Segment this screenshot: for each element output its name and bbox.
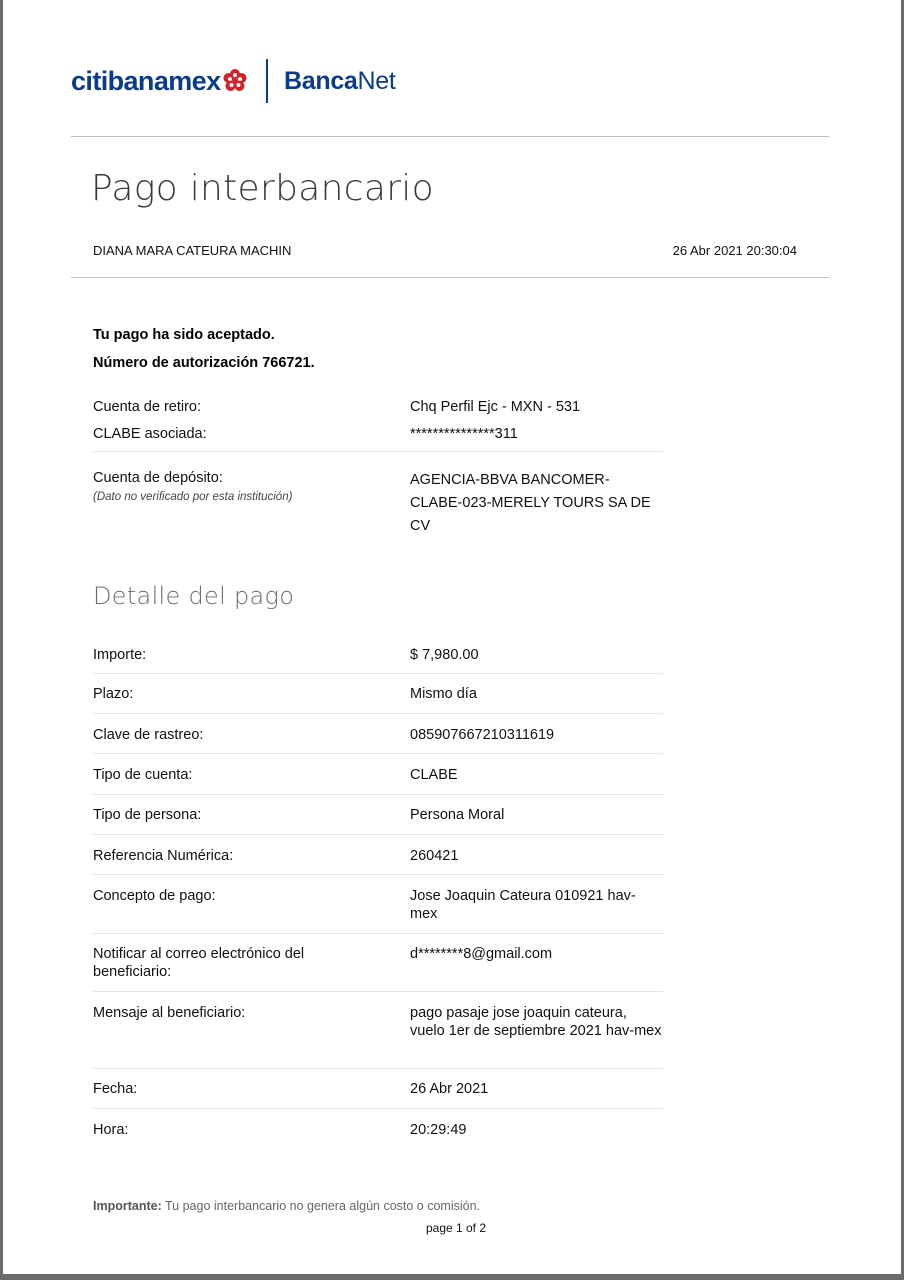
row-divider xyxy=(93,874,663,875)
brand-header xyxy=(71,58,396,104)
logo-citi-text: citi xyxy=(71,65,108,96)
row-divider xyxy=(93,451,663,452)
deposit-account-value: AGENCIA-BBVA BANCOMER-CLABE-023-MERELY TOURS SA DE CV xyxy=(410,472,651,534)
confirmation-accepted: Tu pago ha sido aceptado. xyxy=(93,327,275,343)
person-type-label: Tipo de persona: xyxy=(93,807,202,823)
time-value: 20:29:49 xyxy=(410,1122,467,1138)
deposit-account-label: Cuenta de depósito: xyxy=(93,470,223,486)
logo-banca-text: Banca xyxy=(283,66,358,95)
account-type-value: CLABE xyxy=(410,767,458,783)
numeric-reference-value: 260421 xyxy=(410,848,459,864)
row-divider xyxy=(93,673,663,674)
row-divider xyxy=(93,1108,663,1109)
row-divider xyxy=(93,933,663,934)
row-divider xyxy=(93,991,663,992)
title-divider xyxy=(71,277,829,278)
logo-banamex-text: banamex xyxy=(107,65,221,96)
term-label: Plazo: xyxy=(93,686,134,702)
beneficiary-message-value: pago pasaje jose joaquin cateura, vuelo 1er de septiembre 2021 hav-mex xyxy=(410,1005,662,1039)
row-divider xyxy=(93,794,663,795)
account-holder-name: DIANA MARA CATEURA MACHIN xyxy=(93,243,292,258)
banamex-flower-icon xyxy=(222,68,248,94)
withdrawal-account-value: Chq Perfil Ejc - MXN - 531 xyxy=(410,399,581,415)
authorization-number: Número de autorización 766721. xyxy=(93,355,315,371)
logo-net-text: Net xyxy=(357,66,396,95)
clabe-value: ***************311 xyxy=(410,426,518,442)
tracking-key-value: 085907667210311619 xyxy=(410,727,555,743)
logo-divider xyxy=(266,59,268,103)
page-title: Pago interbancario xyxy=(91,168,434,209)
important-text: Tu pago interbancario no genera algún costo o comisión. xyxy=(161,1199,481,1213)
date-value: 26 Abr 2021 xyxy=(410,1081,489,1097)
clabe-label: CLABE asociada: xyxy=(93,426,207,442)
account-type-label: Tipo de cuenta: xyxy=(93,767,193,783)
page-number: page 1 of 2 xyxy=(425,1221,487,1235)
amount-label: Importe: xyxy=(93,647,147,663)
row-divider xyxy=(93,713,663,714)
date-label: Fecha: xyxy=(93,1081,138,1097)
payment-concept-value: Jose Joaquin Cateura 010921 hav-mex xyxy=(410,888,636,922)
document-page xyxy=(3,0,901,1274)
confirmation-message xyxy=(93,321,315,377)
document-datetime: 26 Abr 2021 20:30:04 xyxy=(672,243,797,258)
amount-value: $ 7,980.00 xyxy=(410,647,479,663)
person-type-value: Persona Moral xyxy=(410,807,505,823)
citibanamex-logo xyxy=(71,66,248,97)
withdrawal-account-label: Cuenta de retiro: xyxy=(93,399,202,415)
row-divider xyxy=(93,834,663,835)
term-value: Mismo día xyxy=(410,686,477,702)
row-divider xyxy=(93,1068,663,1069)
notify-email-label: Notificar al correo electrónico del beneficiario: xyxy=(93,946,305,980)
bancanet-logo xyxy=(284,67,396,96)
payment-concept-label: Concepto de pago: xyxy=(93,888,216,904)
tracking-key-label: Clave de rastreo: xyxy=(93,727,204,743)
time-label: Hora: xyxy=(93,1122,129,1138)
notify-email-value: d********8@gmail.com xyxy=(410,946,553,962)
header-divider xyxy=(71,136,829,137)
row-divider xyxy=(93,753,663,754)
beneficiary-message-label: Mensaje al beneficiario: xyxy=(93,1005,246,1021)
deposit-account-note: (Dato no verificado por esta institución) xyxy=(93,491,293,503)
payment-detail-heading: Detalle del pago xyxy=(93,582,295,610)
numeric-reference-label: Referencia Numérica: xyxy=(93,848,234,864)
important-label: Importante: xyxy=(93,1199,162,1213)
important-note xyxy=(93,1199,480,1213)
